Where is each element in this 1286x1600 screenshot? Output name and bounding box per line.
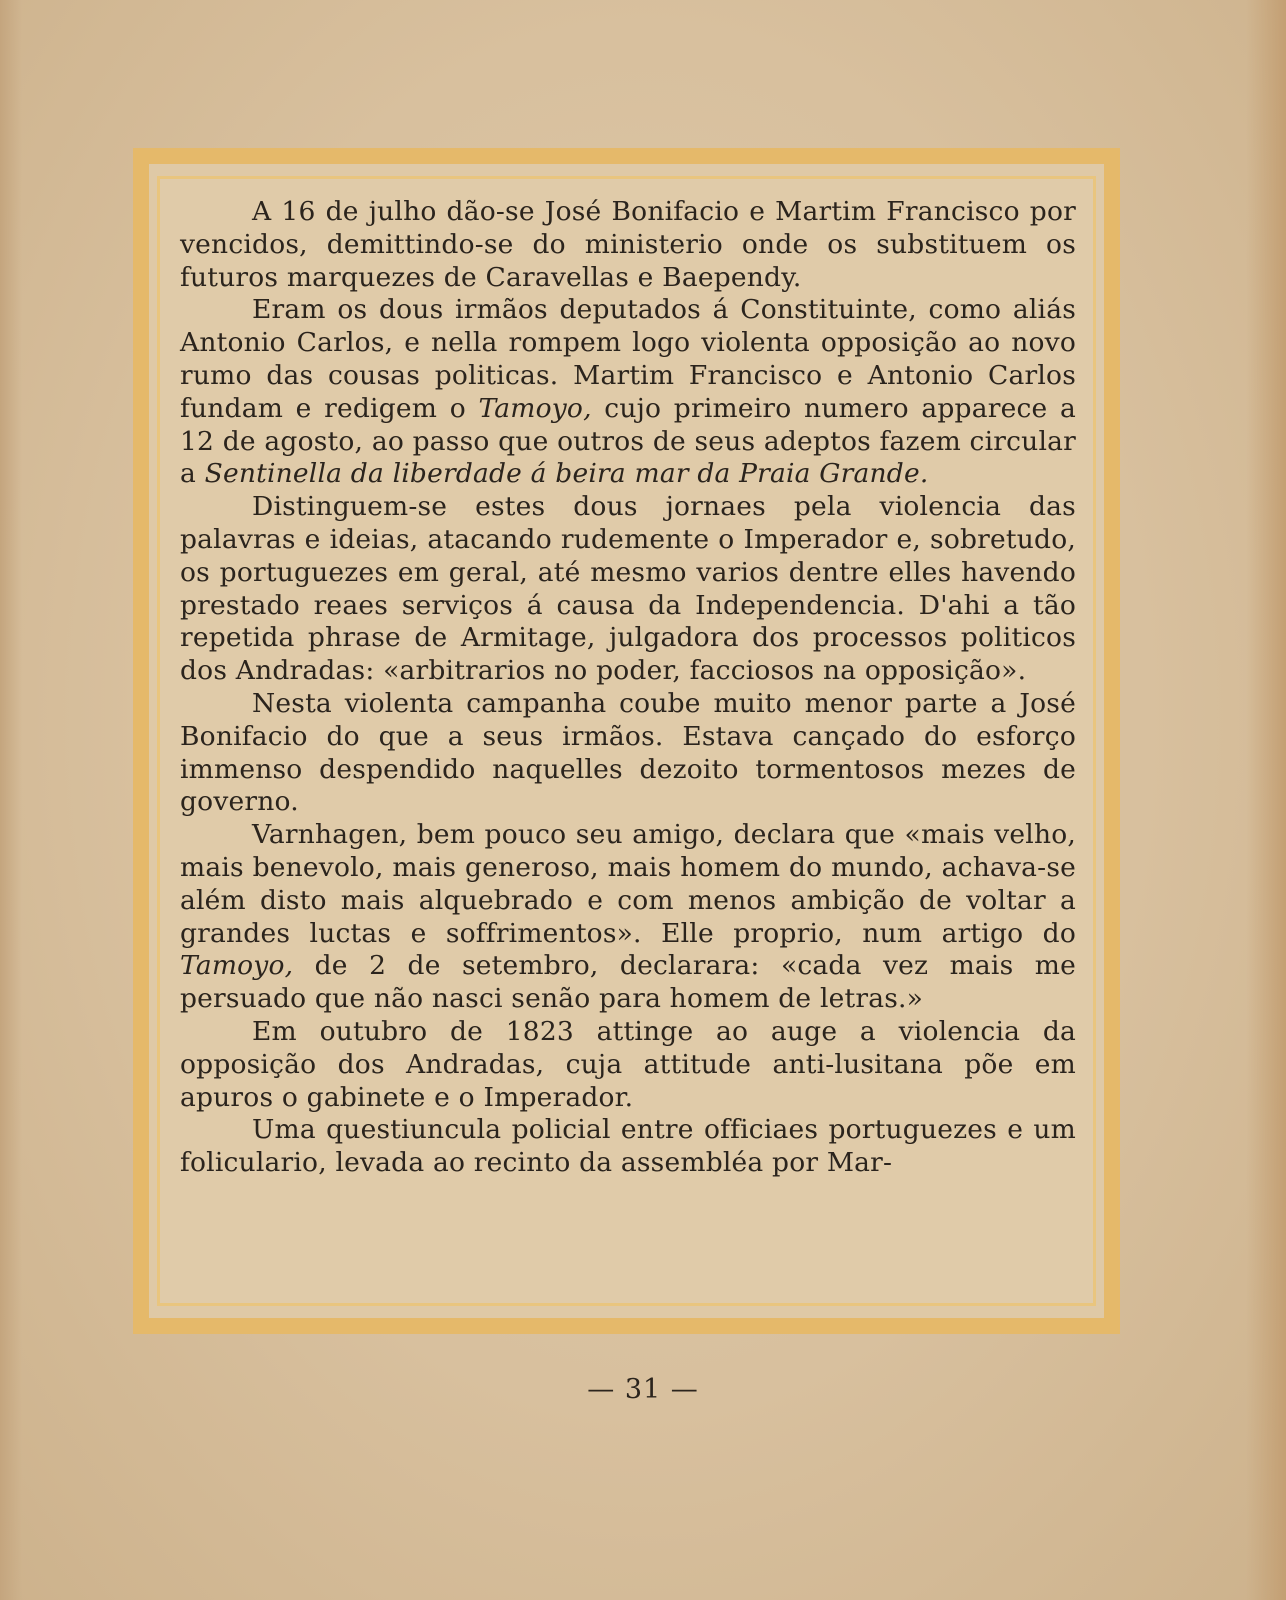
paragraph [180,688,1076,819]
text-run: Nesta violenta campanha coube muito menor parte a José Bonifacio do que a seus irmãos. Estava cançado do esforço immenso despendido naquelles dezoito tormentosos mezes de governo. [180,687,1076,818]
body-text [180,196,1076,1180]
paragraph [180,1016,1076,1114]
page-edge-shadow-left [0,0,22,1600]
text-run: Distinguem-se estes dous jornaes pela violencia das palavras e ideias, atacando rudemente o Imperador e, sobretudo, os portuguezes em geral, até mesmo varios dentre elles havendo prestado reaes serviços á causa da Independencia. D'ahi a tão repetida phrase de Armitage, julgadora dos processos politicos dos Andradas: «arbitrarios no poder, facciosos na opposição». [180,491,1076,687]
text-run: Eram os dous irmãos deputados á Constituinte, como aliás Antonio Carlos, e nella rompem logo violenta opposição ao novo rumo das cousas politicas. Martim Francisco e Antonio Carlos fundam e redigem o [180,294,1076,424]
newspaper-title: Tamoyo, [180,950,294,982]
page-edge-shadow-right [1246,0,1286,1600]
paragraph [180,1114,1076,1180]
text-run: de 2 de setembro, declarara: «cada vez mais me persuado que não nasci senão para homem de letras.» [180,950,1076,1015]
newspaper-title: Tamoyo, [478,392,592,424]
paragraph [180,196,1076,294]
text-run: Uma questiuncula policial entre officiaes portuguezes e um foliculario, levada ao recinto da assembléa por Mar- [180,1114,1076,1179]
text-run: A 16 de julho dão-se José Bonifacio e Martim Francisco por vencidos, demittindo-se do ministerio onde os substituem os futuros marquezes de Caravellas e Baependy. [180,196,1076,293]
text-run: Varnhagen, bem pouco seu amigo, declara que «mais velho, mais benevolo, mais generoso, mais homem do mundo, achava-se além disto mais alquebrado e com menos ambição de voltar a grandes luctas e soffrimentos». Elle proprio, num artigo do [180,819,1076,949]
text-run: Em outubro de 1823 attinge ao auge a violencia da opposição dos Andradas, cuja attitude anti-lusitana põe em apuros o gabinete e o Imperador. [180,1015,1076,1113]
paragraph [180,819,1076,1016]
paragraph [180,491,1076,688]
page-number: — 31 — [587,1374,699,1405]
text-run: cujo primeiro numero apparece a 12 de agosto, ao passo que outros de seus adeptos fazem circular a [180,392,1076,490]
newspaper-title: Sentinella da liberdade á beira mar da Praia Grande. [204,458,929,490]
paragraph [180,294,1076,491]
